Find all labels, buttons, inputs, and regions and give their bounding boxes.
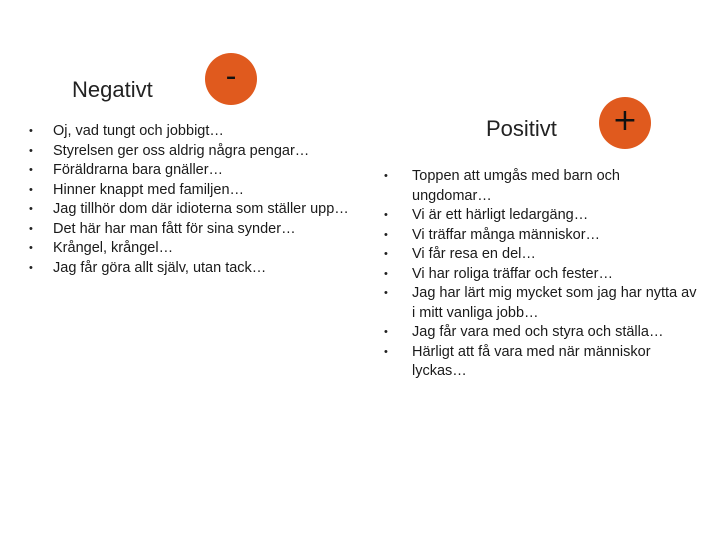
list-item: • Jag får vara med och styra och ställa… — [412, 323, 697, 343]
plus-icon: + — [599, 97, 651, 149]
list-item: • Styrelsen ger oss aldrig några pengar… — [53, 142, 353, 162]
list-item: • Oj, vad tungt och jobbigt… — [53, 122, 353, 142]
positive-heading: Positivt — [486, 116, 557, 141]
list-item: • Vi får resa en del… — [412, 245, 697, 265]
list-item: • Jag tillhör dom där idioterna som ställer upp… — [53, 200, 353, 220]
negative-heading: Negativt — [72, 77, 153, 102]
positive-list — [412, 167, 697, 382]
list-item: • Krångel, krångel… — [53, 239, 353, 259]
list-item: • Vi är ett härligt ledargäng… — [412, 206, 697, 226]
list-item: • Toppen att umgås med barn och ungdomar… — [412, 167, 697, 206]
list-item: • Föräldrarna bara gnäller… — [53, 161, 353, 181]
list-item: • Jag har lärt mig mycket som jag har nytta av i mitt vanliga jobb… — [412, 284, 697, 323]
list-item: • Vi träffar många människor… — [412, 226, 697, 246]
list-item: • Jag får göra allt själv, utan tack… — [53, 259, 353, 279]
list-item: • Hinner knappt med familjen… — [53, 181, 353, 201]
list-item: • Härligt att få vara med när människor lyckas… — [412, 343, 697, 382]
minus-icon: - — [205, 53, 257, 105]
list-item: • Det här har man fått för sina synder… — [53, 220, 353, 240]
list-item: • Vi har roliga träffar och fester… — [412, 265, 697, 285]
negative-list — [53, 122, 353, 278]
